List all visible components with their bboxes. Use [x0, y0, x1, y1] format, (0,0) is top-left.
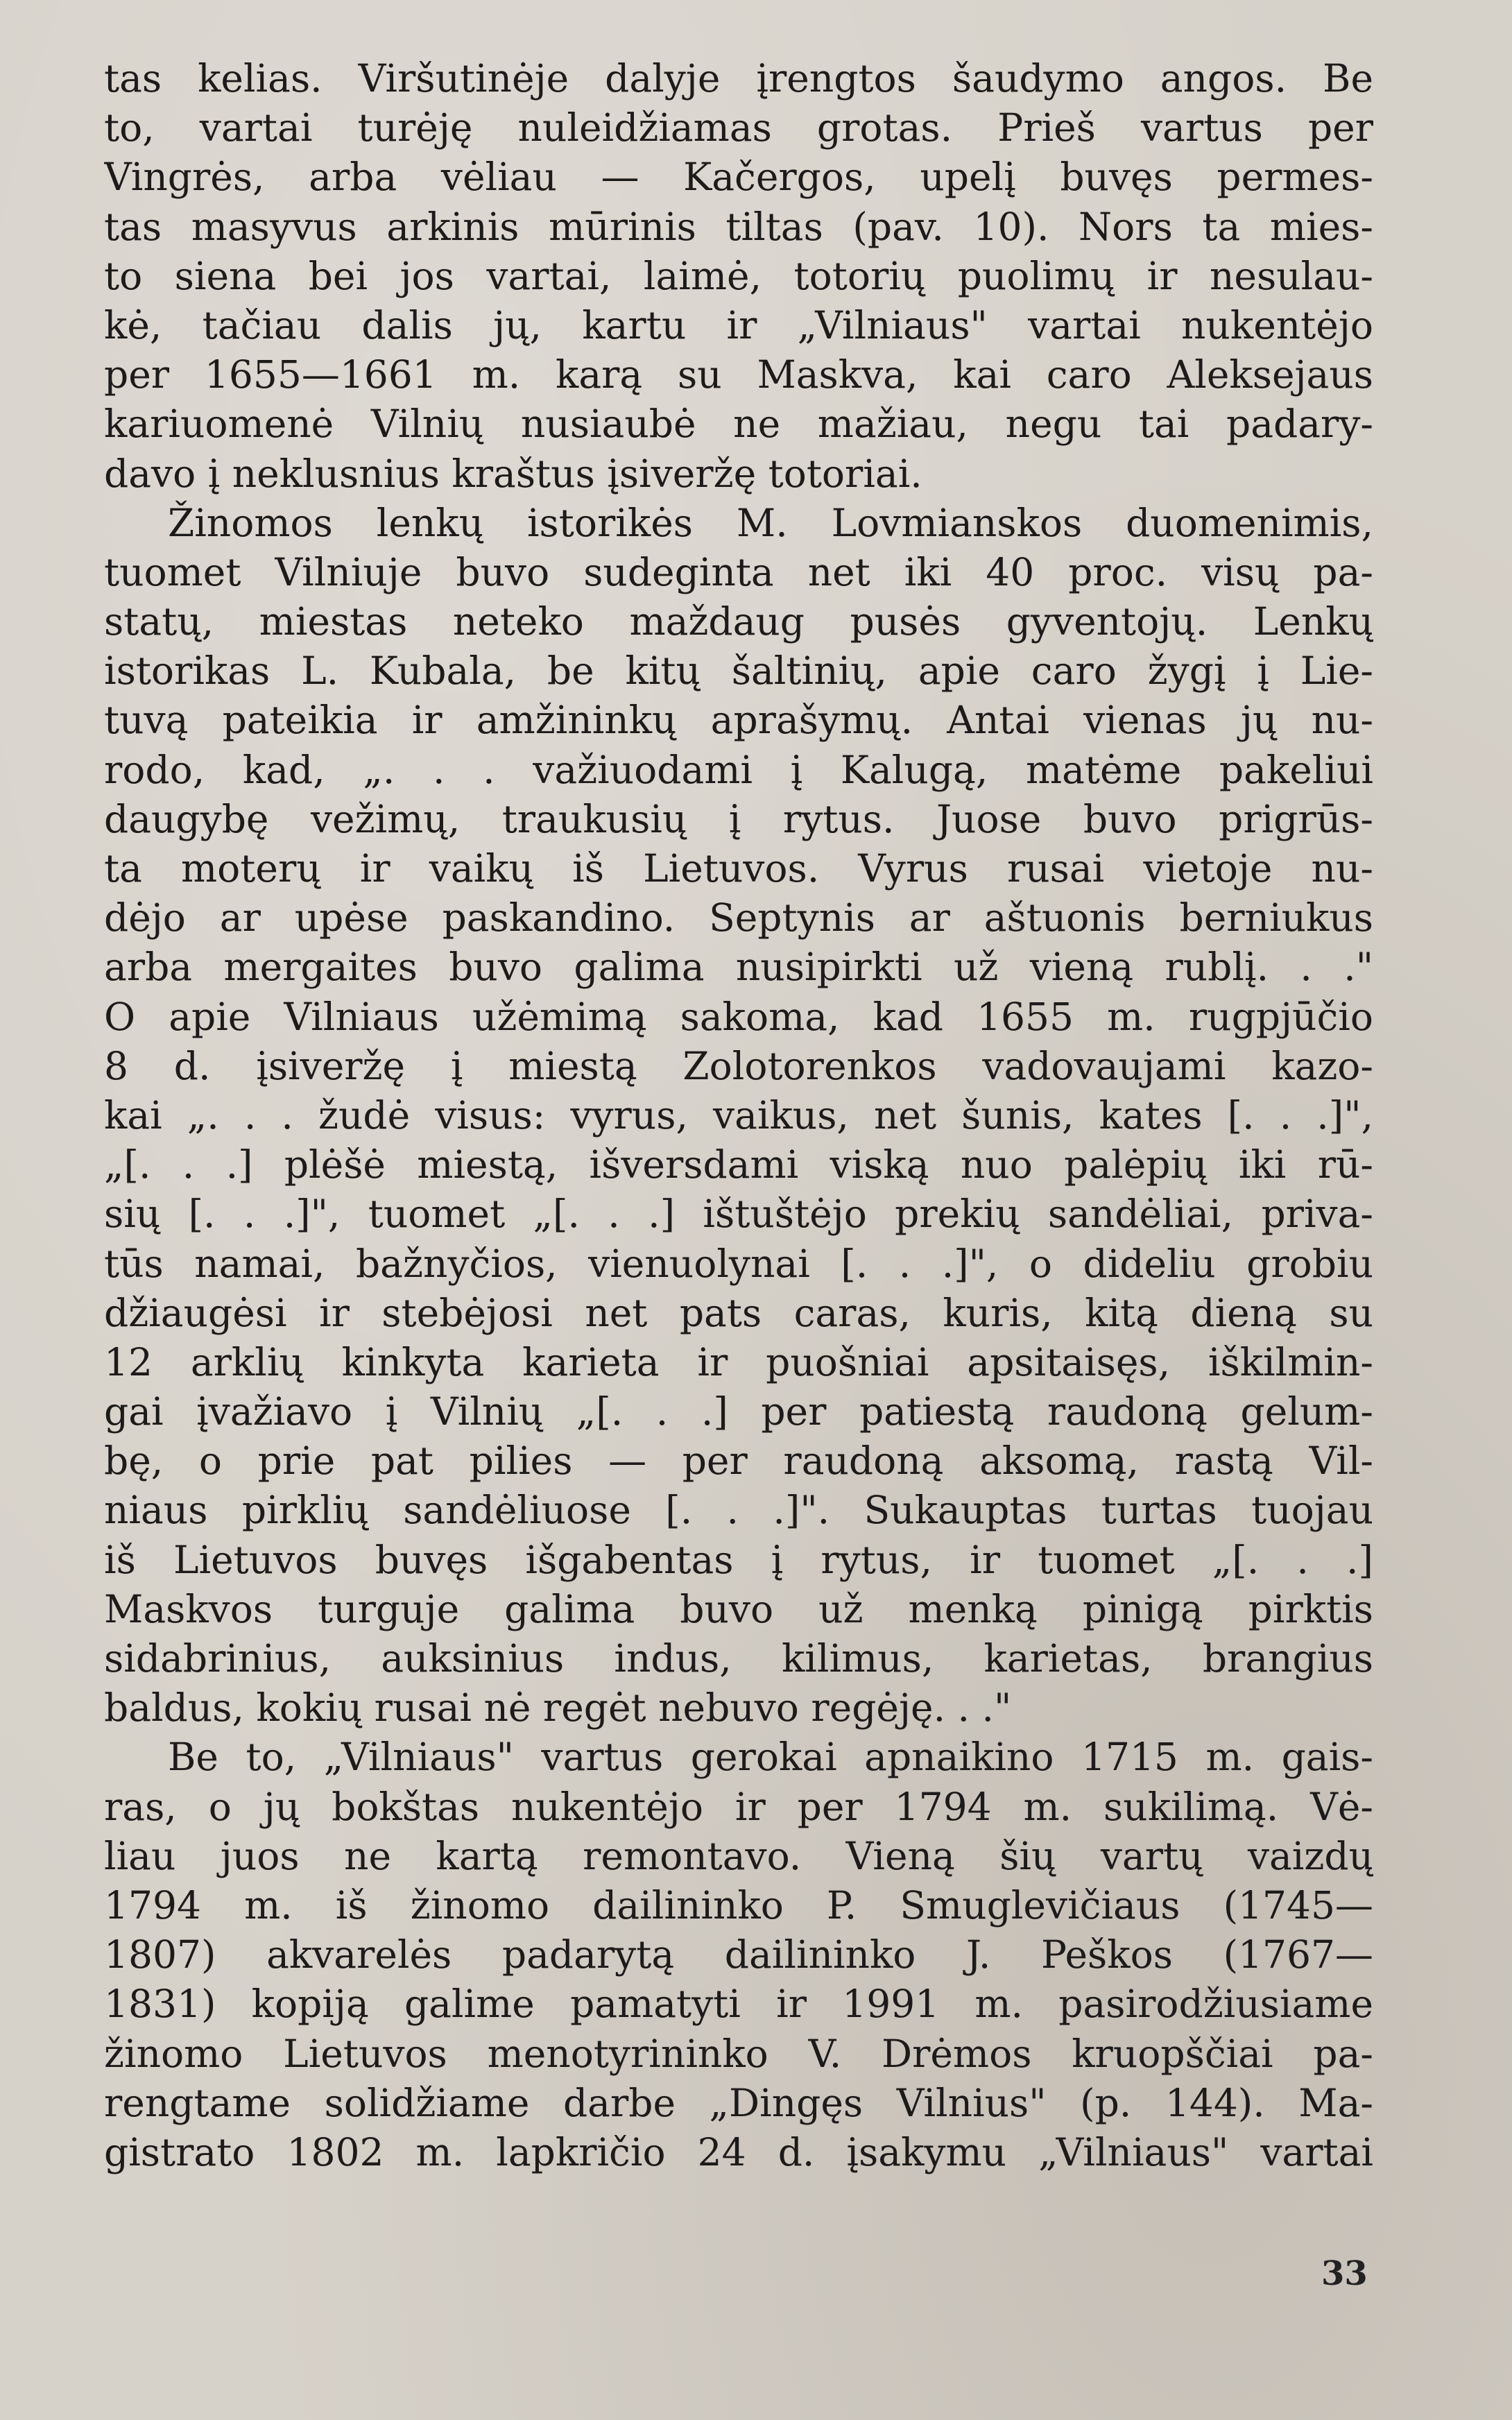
text-line: sių [. . .]", tuomet „[. . .] ištuštėjo prekių sandėliai, priva-: [104, 1192, 1373, 1237]
text-line: tūs namai, bažnyčios, vienuolynai [. . .]", o dideliu grobiu: [104, 1241, 1373, 1286]
text-line: per 1655—1661 m. karą su Maskva, kai caro Aleksejaus: [104, 352, 1373, 397]
text-line: bę, o prie pat pilies — per raudoną aksomą, rastą Vil-: [104, 1439, 1373, 1484]
text-line: dėjo ar upėse paskandino. Septynis ar aštuonis berniukus: [104, 895, 1373, 941]
text-line: džiaugėsi ir stebėjosi net pats caras, kuris, kitą dieną su: [104, 1290, 1373, 1335]
text-line: žinomo Lietuvos menotyrininko V. Drėmos kruopščiai pa-: [104, 2031, 1373, 2076]
text-line: ta moterų ir vaikų iš Lietuvos. Vyrus rusai vietoje nu-: [104, 846, 1373, 891]
paragraph-2: [104, 499, 1373, 1733]
paragraph-3: [104, 1733, 1373, 2177]
text-line: Žinomos lenkų istorikės M. Lovmianskos duomenimis,: [168, 500, 1373, 545]
text-line: 1807) akvarelės padarytą dailininko J. Peškos (1767—: [104, 1932, 1373, 1977]
text-line: tuvą pateikia ir amžininkų aprašymų. Antai vienas jų nu-: [104, 698, 1373, 743]
text-line: O apie Vilniaus užėmimą sakoma, kad 1655 m. rugpjūčio: [104, 994, 1373, 1039]
text-line: gai įvažiavo į Vilnių „[. . .] per patiestą raudoną gelum-: [104, 1389, 1373, 1434]
text-line: statų, miestas neteko maždaug pusės gyventojų. Lenkų: [104, 599, 1373, 644]
text-line: liau juos ne kartą remontavo. Vieną šių vartų vaizdų: [104, 1833, 1373, 1878]
text-line: Be to, „Vilniaus" vartus gerokai apnaikino 1715 m. gais-: [168, 1735, 1373, 1780]
text-line: kai „. . . žudė visus: vyrus, vaikus, net šunis, kates [. . .]",: [104, 1092, 1373, 1138]
text-line: davo į neklusnius kraštus įsiveržę totoriai.: [104, 451, 922, 496]
text-line: rengtame solidžiame darbe „Dingęs Vilnius" (p. 144). Ma-: [104, 2080, 1373, 2125]
page-text: [104, 54, 1373, 2177]
text-line: kė, tačiau dalis jų, kartu ir „Vilniaus" vartai nukentėjo: [104, 302, 1373, 347]
text-line: Vingrės, arba vėliau — Kačergos, upelį buvęs permes-: [104, 155, 1373, 200]
text-line: kariuomenė Vilnių nusiaubė ne mažiau, negu tai padary-: [104, 402, 1373, 447]
text-line: „[. . .] plėšė miestą, išversdami viską nuo palėpių iki rū-: [104, 1142, 1373, 1187]
paragraph-1: [104, 54, 1373, 499]
text-line: to, vartai turėję nuleidžiamas grotas. Prieš vartus per: [104, 105, 1373, 151]
text-line: 8 d. įsiveržę į miestą Zolotorenkos vadovaujami kazo-: [104, 1043, 1373, 1088]
text-line: arba mergaites buvo galima nusipirkti už vieną rublį. . .": [104, 945, 1373, 990]
text-line: 12 arklių kinkyta karieta ir puošniai apsitaisęs, iškilmin-: [104, 1339, 1373, 1384]
text-line: gistrato 1802 m. lapkričio 24 d. įsakymu „Vilniaus" vartai: [104, 2129, 1373, 2174]
text-line: baldus, kokių rusai nė regėt nebuvo regėję. . .": [104, 1685, 1012, 1731]
text-line: rodo, kad, „. . . važiuodami į Kalugą, matėme pakeliui: [104, 747, 1373, 792]
text-line: tas kelias. Viršutinėje dalyje įrengtos šaudymo angos. Be: [104, 56, 1373, 101]
text-line: Maskvos turguje galima buvo už menką pinigą pirktis: [104, 1586, 1373, 1631]
text-line: niaus pirklių sandėliuose [. . .]". Sukauptas turtas tuojau: [104, 1488, 1373, 1533]
text-line: 1794 m. iš žinomo dailininko P. Smuglevičiaus (1745—: [104, 1882, 1373, 1928]
text-line: daugybę vežimų, traukusių į rytus. Juose buvo prigrūs-: [104, 796, 1373, 841]
text-line: tuomet Vilniuje buvo sudeginta net iki 40 proc. visų pa-: [104, 549, 1373, 594]
text-line: ras, o jų bokštas nukentėjo ir per 1794 m. sukilimą. Vė-: [104, 1784, 1373, 1829]
text-line: iš Lietuvos buvęs išgabentas į rytus, ir tuomet „[. . .]: [104, 1537, 1373, 1582]
text-line: sidabrinius, auksinius indus, kilimus, karietas, brangius: [104, 1636, 1373, 1681]
text-line: istorikas L. Kubala, be kitų šaltinių, apie caro žygį į Lie-: [104, 649, 1373, 694]
text-line: 1831) kopiją galime pamatyti ir 1991 m. pasirodžiusiame: [104, 1982, 1373, 2027]
text-line: tas masyvus arkinis mūrinis tiltas (pav. 10). Nors ta mies-: [104, 204, 1373, 249]
text-line: to siena bei jos vartai, laimė, totorių puolimų ir nesulau-: [104, 253, 1373, 298]
page-number: 33: [1321, 2254, 1368, 2293]
